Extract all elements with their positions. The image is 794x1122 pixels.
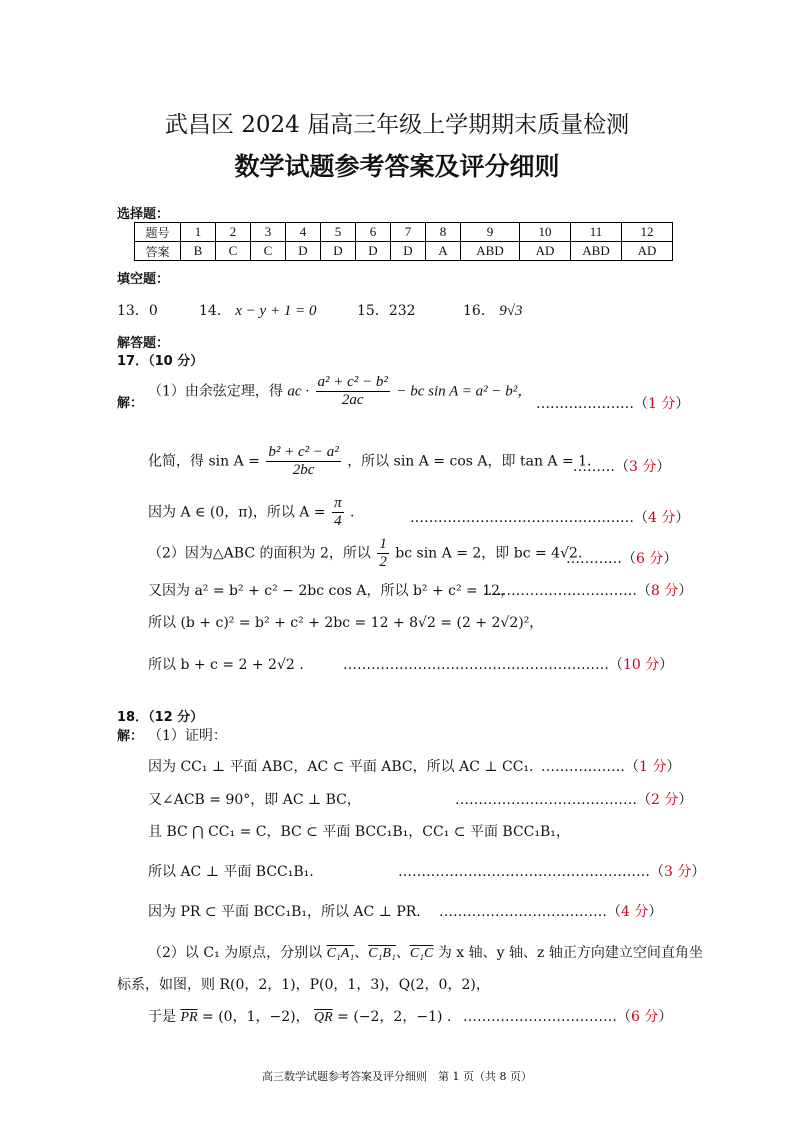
q18-line-8-score: ……………………………（6 分） bbox=[463, 1009, 673, 1025]
q17-line-1-expr-right: − bc sin A = a² − b²， bbox=[396, 383, 533, 400]
mc-section-label: 选择题： bbox=[117, 207, 170, 222]
table-cell: ABD bbox=[461, 242, 520, 261]
q17-line-1-score: …………………（1 分） bbox=[536, 396, 690, 412]
fraction-denominator: 4 bbox=[334, 513, 342, 529]
q18-line-6-text: （2）以 C₁ 为原点，分别以 bbox=[148, 945, 323, 961]
fraction-numerator: 1 bbox=[379, 536, 387, 552]
q17-line-2-text-b: ，所以 sin A = cos A，即 tan A = 1. bbox=[347, 453, 592, 470]
q17-line-7-score: …………………………………………………（10 分） bbox=[343, 657, 674, 673]
fill-answer-13: 13．0 bbox=[117, 303, 158, 319]
table-cell: 9 bbox=[461, 223, 520, 242]
q18-line-4: 所以 AC ⊥ 平面 BCC₁B₁. bbox=[148, 864, 314, 880]
q17-line-1 bbox=[148, 374, 532, 409]
q18-line-8-text: 于是 bbox=[148, 1009, 176, 1025]
answer-table-answer-label: 答案 bbox=[135, 242, 181, 261]
q18-line-2-score: …………………………………（2 分） bbox=[455, 792, 693, 808]
fill-answer-16-expr: 9√3 bbox=[499, 303, 523, 319]
table-cell: AD bbox=[622, 242, 673, 261]
fraction-denominator: 2ac bbox=[341, 392, 364, 408]
q18-line-6-text-b: 为 x 轴、y 轴、z 轴正方向建立空间直角坐 bbox=[437, 945, 703, 961]
table-cell: C bbox=[251, 242, 286, 261]
fraction-numerator: b² + c² − a² bbox=[268, 444, 339, 460]
fraction-denominator: 2bc bbox=[292, 462, 315, 478]
q17-line-4-fraction bbox=[377, 536, 389, 571]
q17-line-2 bbox=[148, 444, 592, 479]
vector-c1a1: C₁A₁ bbox=[326, 946, 355, 961]
q17-line-4-text: （2）因为△ABC 的面积为 2，所以 bbox=[148, 545, 371, 562]
table-cell: 2 bbox=[216, 223, 251, 242]
q17-line-3-fraction bbox=[332, 495, 344, 530]
q17-line-3-text-b: . bbox=[350, 504, 355, 521]
q17-line-1-fraction bbox=[316, 374, 390, 409]
table-cell: 1 bbox=[181, 223, 216, 242]
table-cell: 3 bbox=[251, 223, 286, 242]
q17-line-1-expr-left: ac · bbox=[287, 383, 310, 400]
q18-header: 18．（12 分） bbox=[117, 710, 204, 725]
q18-line-6: （2）以 C₁ 为原点，分别以 C₁A₁、C₁B₁、C₁C 为 x 轴、y 轴、z 轴正方向建立空间直角坐 bbox=[148, 945, 703, 961]
q17-line-5: 又因为 a² = b² + c² − 2bc cos A，所以 b² + c² = 12， bbox=[148, 583, 515, 599]
q17-line-2-score: ………（3 分） bbox=[573, 459, 671, 475]
page-title: 武昌区 2024 届高三年级上学期期末质量检测 bbox=[164, 112, 630, 138]
answer-table-header-row bbox=[135, 223, 673, 242]
fraction-denominator: 2 bbox=[379, 554, 387, 570]
fill-answer-16-number: 16． bbox=[463, 303, 495, 319]
q18-line-5-score: ………………………………（4 分） bbox=[439, 904, 663, 920]
q18-line-8-text-b: = (0，1，−2)， bbox=[202, 1009, 310, 1025]
q17-line-4 bbox=[148, 536, 582, 571]
answer-table-answer-row bbox=[135, 242, 673, 261]
table-cell: D bbox=[321, 242, 356, 261]
q18-line-8-text-c: = (−2，2，−1) . bbox=[337, 1009, 452, 1025]
q18-line-1-score: ………………（1 分） bbox=[541, 759, 681, 775]
table-cell: 5 bbox=[321, 223, 356, 242]
q17-line-5-score: ……………………………（8 分） bbox=[483, 583, 693, 599]
fill-answer-16 bbox=[463, 300, 523, 320]
table-cell: D bbox=[356, 242, 391, 261]
vector-c1b1: C₁B₁ bbox=[368, 946, 396, 961]
page-footer: 高三数学试题参考答案及评分细则 第 1 页（共 8 页） bbox=[262, 1070, 532, 1083]
q18-line-8 bbox=[148, 1006, 451, 1026]
answer-table-header-label: 题号 bbox=[135, 223, 181, 242]
vector-c1c: C₁C bbox=[409, 946, 434, 961]
q18-line-1: 因为 CC₁ ⊥ 平面 ABC，AC ⊂ 平面 ABC，所以 AC ⊥ CC₁. bbox=[148, 759, 534, 775]
q18-line-4-score: ………………………………………………（3 分） bbox=[398, 864, 706, 880]
fraction-numerator: a² + c² − b² bbox=[317, 374, 388, 390]
table-cell: B bbox=[181, 242, 216, 261]
fill-answer-15: 15．232 bbox=[357, 303, 416, 319]
table-cell: AD bbox=[520, 242, 571, 261]
q18-line-5: 因为 PR ⊂ 平面 BCC₁B₁，所以 AC ⊥ PR. bbox=[148, 904, 421, 920]
q17-line-3-score: …………………………………………（4 分） bbox=[410, 510, 690, 526]
table-cell: 8 bbox=[426, 223, 461, 242]
table-cell: 7 bbox=[391, 223, 426, 242]
q18-line-7: 标系，如图，则 R(0，2，1)，P(0，1，3)，Q(2，0，2)， bbox=[117, 977, 490, 993]
q17-line-2-text: 化简，得 sin A = bbox=[148, 453, 260, 470]
q18-line-3: 且 BC ⋂ CC₁ = C，BC ⊂ 平面 BCC₁B₁，CC₁ ⊂ 平面 BCC₁B₁， bbox=[148, 824, 570, 840]
table-cell: A bbox=[426, 242, 461, 261]
fraction-numerator: π bbox=[334, 495, 342, 511]
solutions-section-label: 解答题： bbox=[117, 336, 170, 351]
table-cell: 10 bbox=[520, 223, 571, 242]
q17-line-3-text: 因为 A ∈ (0，π)，所以 A = bbox=[148, 504, 326, 521]
table-cell: 11 bbox=[571, 223, 622, 242]
q17-line-3 bbox=[148, 495, 354, 530]
q18-proof-label: （1）证明： bbox=[148, 728, 227, 744]
table-cell: 6 bbox=[356, 223, 391, 242]
fill-section-label: 填空题： bbox=[117, 272, 170, 287]
q17-line-1-text: （1）由余弦定理，得 bbox=[148, 383, 283, 400]
q17-line-7: 所以 b + c = 2 + 2√2 . bbox=[148, 657, 304, 673]
answer-table bbox=[134, 222, 673, 261]
q17-line-4-text-b: bc sin A = 2，即 bc = 4√2. bbox=[395, 545, 583, 562]
fill-answer-14 bbox=[199, 300, 316, 320]
fill-answer-14-expr: x − y + 1 = 0 bbox=[235, 303, 317, 319]
q18-solve-label: 解： bbox=[117, 729, 144, 744]
table-cell: 4 bbox=[286, 223, 321, 242]
q17-line-2-fraction bbox=[266, 444, 340, 479]
q18-line-2: 又∠ACB = 90°，即 AC ⊥ BC， bbox=[148, 792, 361, 808]
vector-qr: $\overline{QR}$ bbox=[314, 1010, 333, 1025]
table-cell: ABD bbox=[571, 242, 622, 261]
page-subtitle: 数学试题参考答案及评分细则 bbox=[234, 152, 560, 181]
q17-solve-label: 解： bbox=[117, 396, 144, 411]
q17-header: 17．（10 分） bbox=[117, 354, 204, 369]
table-cell: D bbox=[391, 242, 426, 261]
table-cell: D bbox=[286, 242, 321, 261]
q17-line-6: 所以 (b + c)² = b² + c² + 2bc = 12 + 8√2 = (2 + 2√2)²， bbox=[148, 615, 544, 631]
table-cell: 12 bbox=[622, 223, 673, 242]
vector-pr: $\overline{PR}$ bbox=[180, 1010, 198, 1025]
q17-line-4-score: …………（6 分） bbox=[566, 551, 678, 567]
table-cell: C bbox=[216, 242, 251, 261]
fill-answer-14-number: 14． bbox=[199, 303, 231, 319]
